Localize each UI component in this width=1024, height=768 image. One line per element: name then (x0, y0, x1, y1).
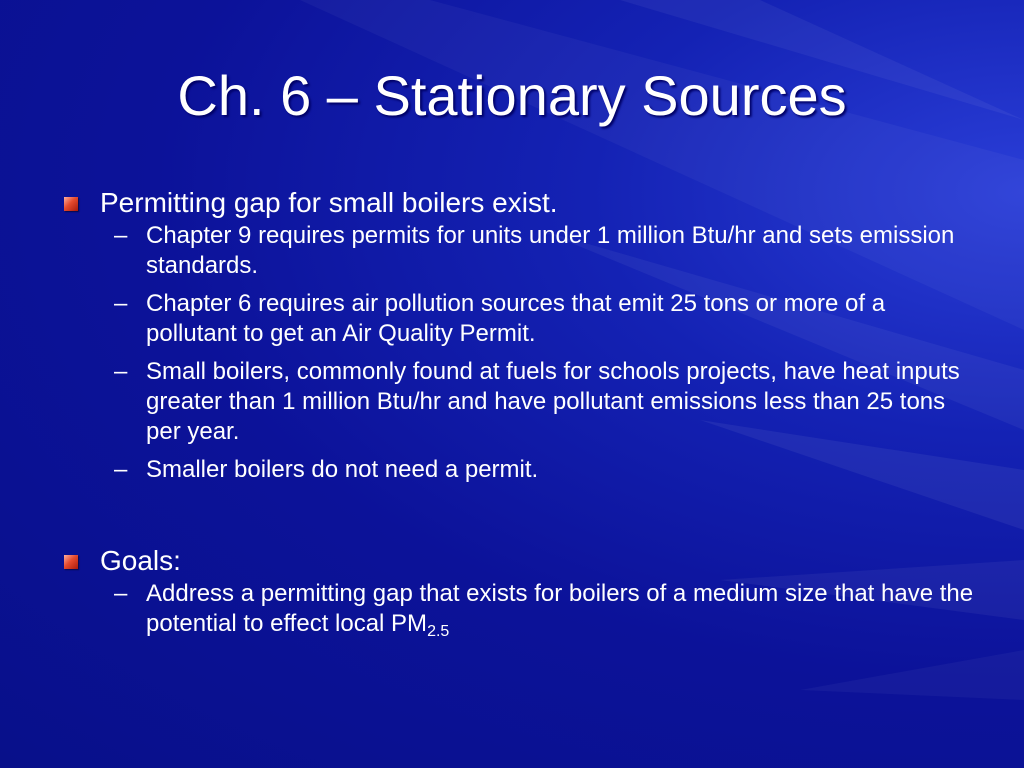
sub-bullet-list (62, 221, 982, 485)
red-square-bullet-icon (64, 197, 78, 211)
bullet-permitting-gap (62, 185, 982, 221)
sub-bullet-list (62, 579, 982, 639)
sub-bullet-text: Small boilers, commonly found at fuels for schools projects, have heat inputs greater than 1 million Btu/hr and have pollutant emissions less than 25 tons per year. (146, 358, 960, 445)
sub-bullet-item (62, 221, 982, 281)
sub-bullet-item (62, 455, 982, 485)
goal-text: Address a permitting gap that exists for boilers of a medium size that have the potential to effect local PM (146, 580, 974, 637)
sub-bullet-text: Chapter 6 requires air pollution sources that emit 25 tons or more of a pollutant to get an Air Quality Permit. (146, 290, 886, 347)
dash-marker: – (114, 290, 128, 317)
sub-bullet-item (62, 289, 982, 349)
sub-bullet-item (62, 579, 982, 639)
red-square-bullet-icon (64, 555, 78, 569)
dash-marker: – (114, 358, 128, 385)
dash-marker: – (114, 456, 128, 483)
spacer (62, 493, 982, 543)
slide-body (62, 185, 982, 647)
bullet-text: Permitting gap for small boilers exist. (100, 187, 558, 218)
pm-subscript: 2.5 (427, 623, 450, 640)
bullet-text: Goals: (100, 545, 181, 576)
slide-title: Ch. 6 – Stationary Sources (177, 64, 847, 127)
sub-bullet-item (62, 357, 982, 447)
sub-bullet-text: Chapter 9 requires permits for units under 1 million Btu/hr and sets emission standards. (146, 222, 955, 279)
dash-marker: – (114, 580, 128, 607)
sub-bullet-text: Smaller boilers do not need a permit. (146, 456, 539, 483)
sub-bullet-text (146, 580, 974, 640)
bullet-goals (62, 543, 982, 579)
dash-marker: – (114, 222, 128, 249)
